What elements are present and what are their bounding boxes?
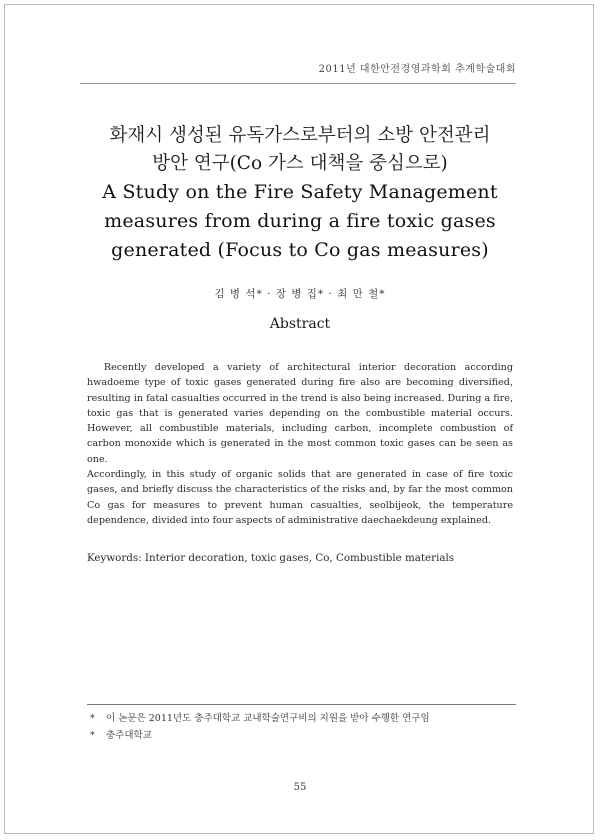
footnote-text: 충주대학교	[106, 730, 152, 741]
page-number: 55	[293, 782, 307, 793]
author-list: 김 병 석* · 장 병 집* · 최 만 철*	[214, 288, 386, 300]
footnote-funding	[90, 710, 430, 724]
abstract-paragraph-1	[87, 360, 513, 467]
keywords: Keywords: Interior decoration, toxic gases, Co, Combustible materials	[87, 552, 455, 564]
abstract-heading: Abstract	[269, 316, 331, 332]
english-title-line-1: A Study on the Fire Safety Management	[102, 181, 498, 203]
english-title	[60, 178, 540, 265]
english-title-line-3: generated (Focus to Co gas measures)	[111, 239, 489, 261]
korean-title-line-1: 화재시 생성된 유독가스로부터의 소방 안전관리	[109, 125, 491, 146]
abstract-body	[87, 360, 513, 528]
abstract-paragraph-2-text: Accordingly, in this study of organic solids that are generated in case of fire toxic gases, and briefly discuss the characteristics of the risks and, by far the most common Co gas for measures to prevent human casualties, seolbijeok, the temperature dependence, divided into four aspects of administrative daechaekdeung explained.	[87, 469, 513, 526]
english-title-line-2: measures from during a fire toxic gases	[104, 210, 496, 232]
running-header: 2011년 대한안전경영과학회 추계학술대회	[318, 64, 516, 75]
footnote-text: 이 논문은 2011년도 충주대학교 교내학술연구비의 지원을 받아 수행한 연구임	[106, 713, 430, 724]
footnote-mark: *	[90, 713, 95, 724]
korean-title-line-2: 방안 연구(Co 가스 대책을 중심으로)	[152, 153, 448, 174]
korean-title	[60, 122, 540, 178]
abstract-paragraph-1-text: Recently developed a variety of architectural interior decoration according hwadoeme type of toxic gases generated during fire also are becoming diversified, resulting in fatal casualties occurred in the trend is also being increased. During a fire, toxic gas that is generated varies depending on the combustible material occurs. However, all combustible materials, including carbon, incomplete combustion of carbon monoxide which is generated in the most common toxic gases can be seen as one.	[87, 362, 513, 465]
abstract-paragraph-2	[87, 467, 513, 528]
header-rule	[80, 83, 516, 84]
footnote-rule	[87, 704, 516, 705]
footnote-mark: *	[90, 730, 95, 741]
footnote-affiliation	[90, 727, 152, 741]
